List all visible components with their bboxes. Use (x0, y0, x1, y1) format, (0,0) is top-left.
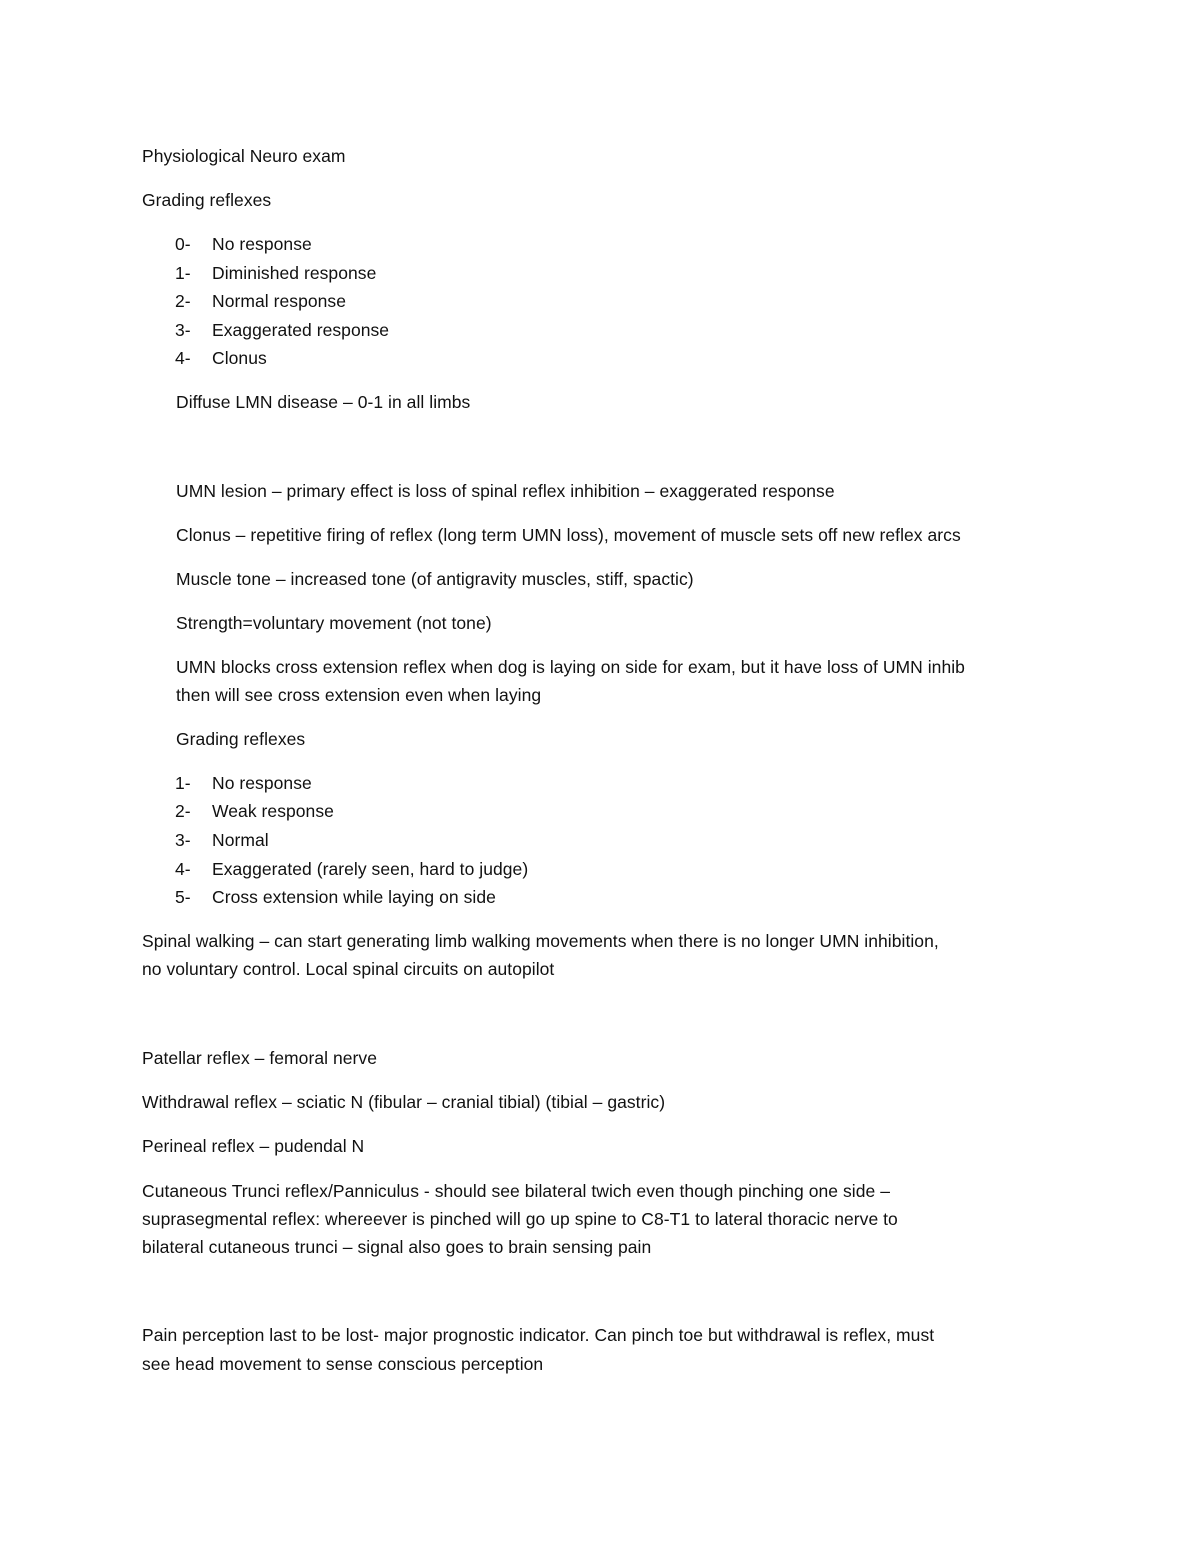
list-item-number: 3- (175, 320, 191, 340)
perineal-reflex-text: Perineal reflex – pudendal N (142, 1136, 365, 1156)
clonus-text: Clonus – repetitive firing of reflex (long term UMN loss), movement of muscle sets off new reflex arcs (176, 525, 961, 545)
list-item-number: 3- (175, 830, 191, 850)
list-item-number: 1- (175, 773, 191, 793)
strength-text: Strength=voluntary movement (not tone) (176, 613, 492, 633)
spinal-walking-line1: Spinal walking – can start generating limb walking movements when there is no longer UMN inhibition, (142, 931, 939, 951)
list-item-text: Normal (212, 830, 269, 850)
list-item-number: 4- (175, 859, 191, 879)
muscle-tone-text: Muscle tone – increased tone (of antigravity muscles, stiff, spactic) (176, 569, 694, 589)
list-item-number: 4- (175, 348, 191, 368)
list-item-number: 2- (175, 801, 191, 821)
cross-extension-text-line1: UMN blocks cross extension reflex when dog is laying on side for exam, but it have loss of UMN inhib (176, 657, 965, 677)
list-item-text: Exaggerated (rarely seen, hard to judge) (212, 859, 529, 879)
umn-lesion-text: UMN lesion – primary effect is loss of spinal reflex inhibition – exaggerated response (176, 481, 835, 501)
list-item-text: Normal response (212, 291, 346, 311)
list-item-number: 0- (175, 234, 191, 254)
cutaneous-trunci-line3: bilateral cutaneous trunci – signal also goes to brain sensing pain (142, 1237, 652, 1257)
pain-perception-line2: see head movement to sense conscious perception (142, 1354, 544, 1374)
withdrawal-reflex-text: Withdrawal reflex – sciatic N (fibular – cranial tibial) (tibial – gastric) (142, 1092, 666, 1112)
section-heading: Grading reflexes (176, 729, 306, 749)
list-item-text: Exaggerated response (212, 320, 390, 340)
list-item-text: No response (212, 773, 312, 793)
document-title: Physiological Neuro exam (142, 146, 346, 166)
pain-perception-line1: Pain perception last to be lost- major prognostic indicator. Can pinch toe but withdrawal is reflex, must (142, 1325, 935, 1345)
cutaneous-trunci-line1: Cutaneous Trunci reflex/Panniculus - should see bilateral twich even though pinching one side – (142, 1181, 890, 1201)
list-item-number: 1- (175, 263, 191, 283)
list-item-text: Diminished response (212, 263, 377, 283)
cross-extension-text-line2: then will see cross extension even when laying (176, 685, 542, 705)
lmn-note: Diffuse LMN disease – 0-1 in all limbs (176, 392, 471, 412)
section-heading: Grading reflexes (142, 190, 272, 210)
spinal-walking-line2: no voluntary control. Local spinal circuits on autopilot (142, 959, 555, 979)
list-item-number: 2- (175, 291, 191, 311)
list-item-text: No response (212, 234, 312, 254)
list-item-text: Weak response (212, 801, 334, 821)
patellar-reflex-text: Patellar reflex – femoral nerve (142, 1048, 377, 1068)
list-item-text: Cross extension while laying on side (212, 887, 496, 907)
list-item-number: 5- (175, 887, 191, 907)
list-item-text: Clonus (212, 348, 267, 368)
cutaneous-trunci-line2: suprasegmental reflex: whereever is pinched will go up spine to C8-T1 to lateral thoracic nerve to (142, 1209, 898, 1229)
